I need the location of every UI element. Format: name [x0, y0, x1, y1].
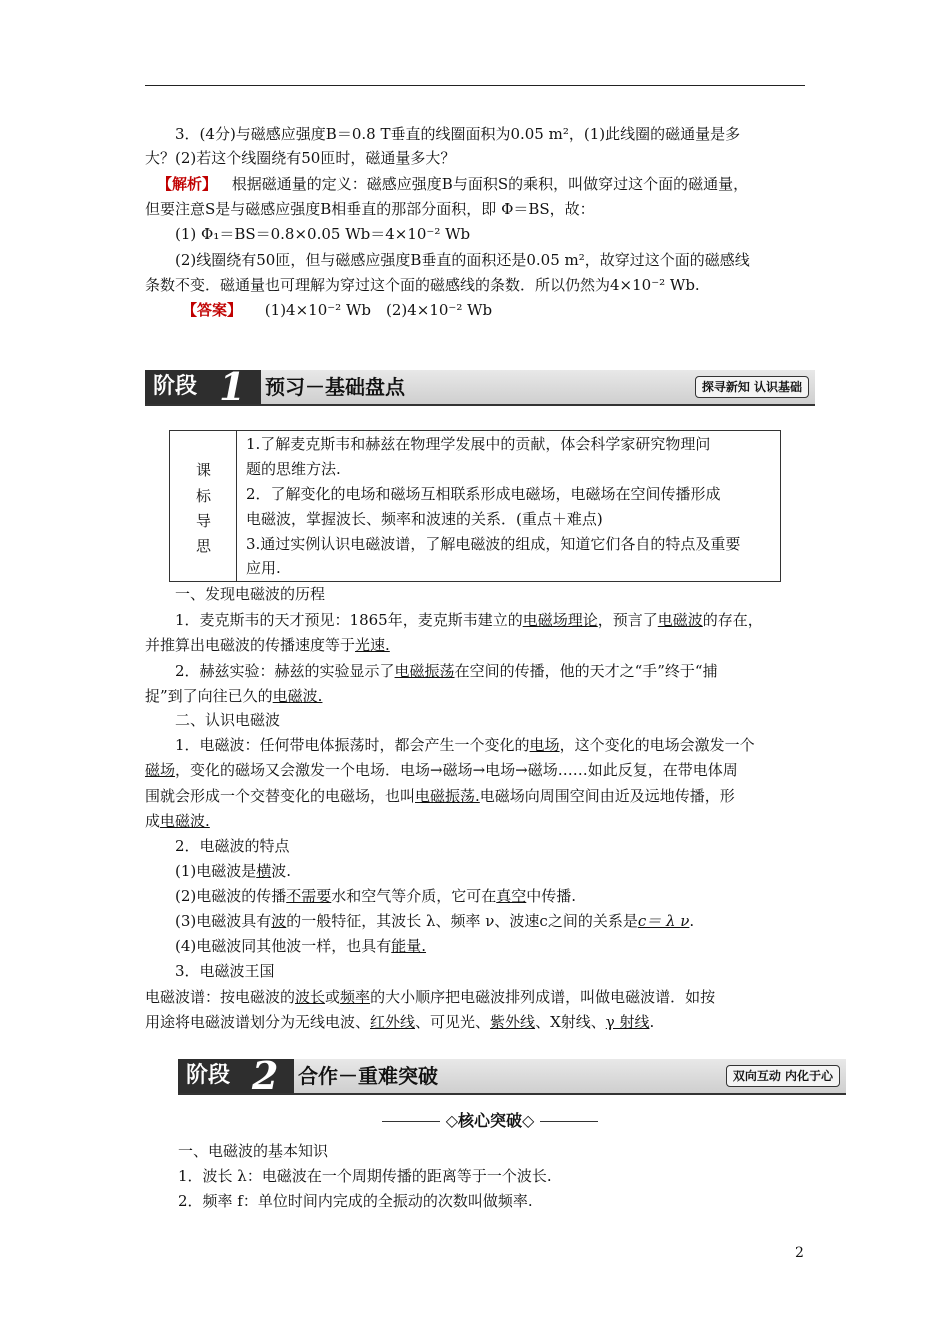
feature-1: (1)电磁波是横波.	[175, 862, 292, 880]
analysis-line3: (1) Φ₁＝BS＝0.8×0.05 Wb＝4×10⁻² Wb	[175, 225, 471, 243]
core-section-heading: 一、电磁波的基本知识	[178, 1142, 329, 1160]
course-guide-label	[170, 431, 237, 581]
answer-text: (1)4×10⁻² Wb (2)4×10⁻² Wb	[264, 301, 493, 319]
heading-dash	[382, 1121, 440, 1122]
q3-line1: 3．(4分)与磁感应强度B＝0.8 T垂直的线圈面积为0.05 m²，(1)此线圈的磁通量是多	[175, 125, 741, 143]
sec1-p2-line1: 2．赫兹实验：赫兹的实验显示了电磁振荡在空间的传播，他的天才之“手”终于“捕	[175, 662, 718, 680]
stage2-tag: 双向互动 内化于心	[726, 1065, 840, 1087]
page-number: 2	[795, 1245, 804, 1261]
stage2-number: 2	[252, 1053, 279, 1098]
stage1-tag: 探寻新知 认识基础	[695, 376, 809, 398]
sec1-p2-line2: 捉”到了向往已久的电磁波.	[145, 687, 323, 705]
feature-2: (2)电磁波的传播不需要水和空气等介质，它可在真空中传播.	[175, 887, 577, 905]
feature-4: (4)电磁波同其他波一样，也具有能量.	[175, 937, 427, 955]
guide-line: 应用.	[246, 559, 281, 577]
core-heading-text: ◇核心突破◇	[445, 1111, 535, 1130]
guide-line: 1.了解麦克斯韦和赫兹在物理学发展中的贡献，体会科学家研究物理问	[246, 435, 711, 453]
stage1-number: 1	[219, 364, 246, 409]
section2-heading: 二、认识电磁波	[175, 711, 281, 729]
q3-line2: 大？(2)若这个线圈绕有50匝时，磁通量多大？	[145, 149, 456, 167]
core-line1: 1．波长 λ：电磁波在一个周期传播的距离等于一个波长.	[178, 1167, 552, 1185]
stage1-title: 预习－基础盘点	[265, 375, 405, 399]
sec1-p1-line2: 并推算出电磁波的传播速度等于光速.	[145, 636, 390, 654]
guide-label-char: 课	[196, 461, 212, 479]
stage2-stage-label: 阶段	[178, 1059, 294, 1093]
header-rule	[145, 85, 805, 86]
analysis-label: 【解析】	[157, 175, 218, 193]
core-line2: 2．频率 f：单位时间内完成的全振动的次数叫做频率.	[178, 1192, 533, 1210]
feature-3: (3)电磁波具有波的一般特征，其波长 λ、频率 ν、波速c之间的关系是c＝ λ ν.	[175, 912, 695, 930]
core-heading	[360, 1108, 620, 1131]
analysis-line1	[157, 173, 748, 195]
section1-heading: 一、发现电磁波的历程	[175, 585, 326, 603]
stage1-stage-label: 阶段	[145, 370, 261, 404]
analysis-line2: 但要注意S是与磁感应强度B相垂直的那部分面积，即 Φ＝BS，故：	[145, 200, 595, 218]
answer-label: 【答案】	[182, 301, 243, 319]
analysis-line5: 条数不变．磁通量也可理解为穿过这个面的磁感线的条数．所以仍然为4×10⁻² Wb.	[145, 276, 700, 294]
analysis-line4: (2)线圈绕有50匝，但与磁感应强度B垂直的面积还是0.05 m²，故穿过这个面的磁感线	[175, 251, 750, 269]
guide-line: 3.通过实例认识电磁波谱，了解电磁波的组成，知道它们各自的特点及重要	[246, 535, 741, 553]
guide-label-char: 导	[196, 512, 212, 530]
guide-line: 题的思维方法.	[246, 460, 341, 478]
guide-line: 电磁波，掌握波长、频率和波速的关系．(重点＋难点)	[246, 510, 603, 528]
sec2-p1-line3: 围就会形成一个交替变化的电磁场，也叫电磁振荡.电磁场向周围空间由近及远地传播，形	[145, 787, 735, 805]
heading-dash	[540, 1121, 598, 1122]
stage1-banner	[145, 364, 815, 409]
guide-label-char: 思	[196, 537, 212, 555]
answer-line	[182, 299, 492, 321]
sec2-p1-line1: 1．电磁波：任何带电体振荡时，都会产生一个变化的电场，这个变化的电场会激发一个	[175, 736, 755, 754]
course-guide-box	[169, 430, 781, 582]
guide-line: 2．了解变化的电场和磁场互相联系形成电磁场，电磁场在空间传播形成	[246, 485, 721, 503]
sec2-p3: 3．电磁波王国	[175, 962, 275, 980]
sec2-p4-line2: 用途将电磁波谱划分为无线电波、红外线、可见光、紫外线、X射线、γ 射线.	[145, 1013, 655, 1031]
stage2-banner	[178, 1053, 846, 1098]
sec2-p2: 2．电磁波的特点	[175, 837, 290, 855]
sec2-p1-line2: 磁场，变化的磁场又会激发一个电场．电场→磁场→电场→磁场……如此反复，在带电体周	[145, 761, 738, 779]
sec2-p4-line1: 电磁波谱：按电磁波的波长或频率的大小顺序把电磁波排列成谱，叫做电磁波谱．如按	[145, 988, 716, 1006]
sec1-p1-line1: 1．麦克斯韦的天才预见：1865年，麦克斯韦建立的电磁场理论，预言了电磁波的存在，	[175, 611, 763, 629]
stage2-title: 合作－重难突破	[298, 1064, 438, 1088]
sec2-p1-line4: 成电磁波.	[145, 812, 210, 830]
guide-label-char: 标	[196, 487, 212, 505]
analysis-text1: 根据磁通量的定义：磁感应强度B与面积S的乘积，叫做穿过这个面的磁通量，	[231, 175, 749, 193]
